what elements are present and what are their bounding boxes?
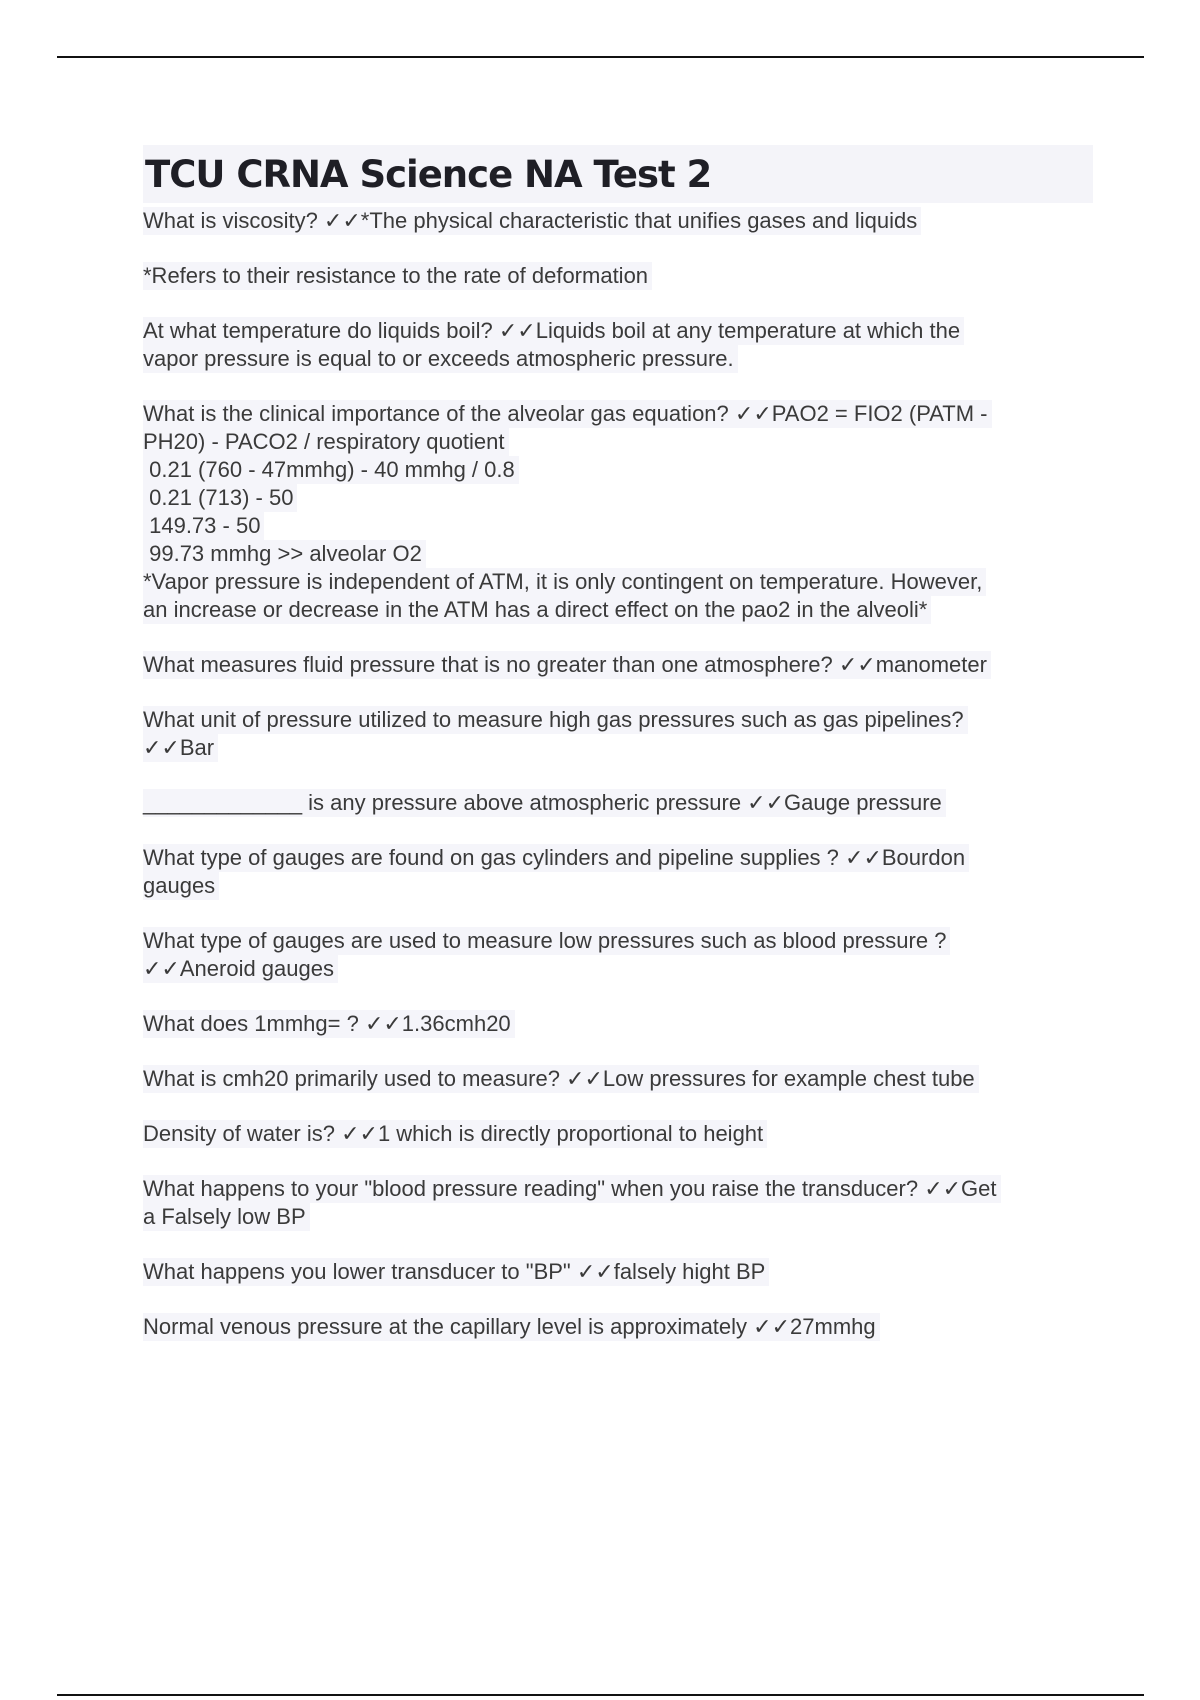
text-line: a Falsely low BP — [143, 1203, 310, 1231]
document-title: TCU CRNA Science NA Test 2 — [145, 152, 712, 196]
text-line: *Refers to their resistance to the rate of deformation — [143, 262, 652, 290]
qa-item — [143, 400, 1093, 624]
text-line: What is cmh20 primarily used to measure? ✓✓Low pressures for example chest tube — [143, 1065, 979, 1093]
text-line: 0.21 (713) - 50 — [143, 484, 297, 512]
text-line: At what temperature do liquids boil? ✓✓Liquids boil at any temperature at which the — [143, 317, 964, 345]
text-line: *Vapor pressure is independent of ATM, it is only contingent on temperature. However, — [143, 568, 986, 596]
text-line: What is the clinical importance of the alveolar gas equation? ✓✓PAO2 = FIO2 (PATM - — [143, 400, 992, 428]
qa-item — [143, 262, 1093, 290]
page-bottom-rule — [57, 1694, 1144, 1696]
text-line: What type of gauges are found on gas cylinders and pipeline supplies ? ✓✓Bourdon — [143, 844, 969, 872]
text-line: 99.73 mmhg >> alveolar O2 — [143, 540, 426, 568]
page-top-rule — [57, 56, 1144, 58]
qa-item — [143, 1175, 1093, 1231]
text-line: What unit of pressure utilized to measure high gas pressures such as gas pipelines? — [143, 706, 968, 734]
qa-item — [143, 317, 1093, 373]
text-line: What measures fluid pressure that is no greater than one atmosphere? ✓✓manometer — [143, 651, 991, 679]
text-line: an increase or decrease in the ATM has a direct effect on the pao2 in the alveoli* — [143, 596, 931, 624]
qa-item — [143, 207, 1093, 235]
text-line: ✓✓Bar — [143, 734, 218, 762]
qa-item — [143, 927, 1093, 983]
qa-item — [143, 1120, 1093, 1148]
text-line: PH20) - PACO2 / respiratory quotient — [143, 428, 509, 456]
document-body — [143, 145, 1093, 1368]
qa-item — [143, 1258, 1093, 1286]
qa-list — [143, 207, 1093, 1341]
text-line: _____________ is any pressure above atmospheric pressure ✓✓Gauge pressure — [143, 789, 946, 817]
qa-item — [143, 706, 1093, 762]
text-line: 0.21 (760 - 47mmhg) - 40 mmhg / 0.8 — [143, 456, 519, 484]
qa-item — [143, 1065, 1093, 1093]
qa-item — [143, 1313, 1093, 1341]
qa-item — [143, 789, 1093, 817]
text-line: 149.73 - 50 — [143, 512, 264, 540]
text-line: Normal venous pressure at the capillary level is approximately ✓✓27mmhg — [143, 1313, 880, 1341]
qa-item — [143, 651, 1093, 679]
qa-item — [143, 1010, 1093, 1038]
text-line: What is viscosity? ✓✓*The physical characteristic that unifies gases and liquids — [143, 207, 921, 235]
text-line: gauges — [143, 872, 219, 900]
text-line: Density of water is? ✓✓1 which is directly proportional to height — [143, 1120, 767, 1148]
text-line: What type of gauges are used to measure low pressures such as blood pressure ? — [143, 927, 950, 955]
text-line: ✓✓Aneroid gauges — [143, 955, 338, 983]
qa-item — [143, 844, 1093, 900]
text-line: What happens to your "blood pressure reading" when you raise the transducer? ✓✓Get — [143, 1175, 1001, 1203]
text-line: What happens you lower transducer to "BP" ✓✓falsely hight BP — [143, 1258, 769, 1286]
text-line: What does 1mmhg= ? ✓✓1.36cmh20 — [143, 1010, 515, 1038]
text-line: vapor pressure is equal to or exceeds atmospheric pressure. — [143, 345, 738, 373]
title-band — [143, 145, 1093, 203]
